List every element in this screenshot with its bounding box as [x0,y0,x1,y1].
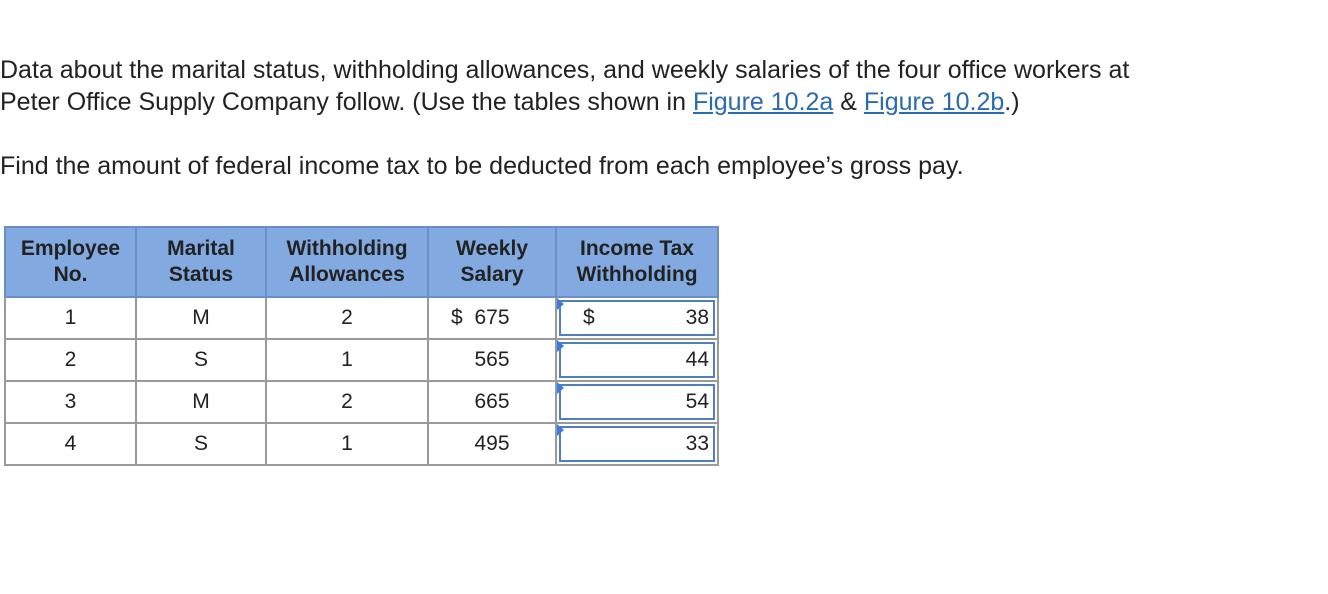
answer-flag-icon [557,382,564,394]
tax-amount: 33 [685,432,709,455]
employee-no-cell: 1 [5,297,136,339]
tax-amount: 38 [685,306,709,329]
salary-currency-symbol: $ [451,306,463,329]
income-tax-cell [556,339,718,381]
table-row [5,297,718,339]
problem-statement [0,54,1320,182]
income-tax-answer-field[interactable] [559,426,715,462]
header-allow-line2: Allowances [289,263,405,286]
income-tax-answer-field[interactable] [559,384,715,420]
marital-status-cell: M [136,297,266,339]
figure-10-2b-link[interactable]: Figure 10.2b [863,88,1005,116]
allowances-cell: 1 [266,423,428,465]
intro-line-1: Data about the marital status, withholding allowances, and weekly salaries of the four office workers at [0,56,1130,84]
figure-10-2a-link[interactable]: Figure 10.2a [692,88,834,116]
table-row [5,339,718,381]
income-tax-cell [556,381,718,423]
table-header-row [5,227,718,297]
question-text: Find the amount of federal income tax to be deducted from each employee’s gross pay. [0,152,964,180]
allowances-cell: 2 [266,297,428,339]
answer-flag-icon [557,424,564,436]
tax-amount: 44 [685,348,709,371]
intro-line-2-prefix: Peter Office Supply Company follow. (Use the tables shown in [0,88,693,116]
header-marital-line2: Status [168,263,234,286]
employee-no-cell: 2 [5,339,136,381]
table-row [5,381,718,423]
income-tax-answer-field[interactable] [559,300,715,336]
salary-amount: 675 [474,306,510,329]
intro-link-separator: & [833,88,864,116]
header-employee-line2: No. [53,263,88,286]
header-employee-line1: Employee [20,237,121,260]
weekly-salary-cell [428,297,556,339]
intro-line-2-suffix: .) [1004,88,1020,116]
header-weekly-salary [428,227,556,297]
header-salary-line1: Weekly [456,237,528,260]
header-withholding-allowances [266,227,428,297]
allowances-cell: 1 [266,339,428,381]
weekly-salary-cell [428,423,556,465]
allowances-cell: 2 [266,381,428,423]
salary-amount: 565 [474,348,510,371]
income-tax-answer-field[interactable] [559,342,715,378]
marital-status-cell: S [136,339,266,381]
tax-amount: 54 [685,390,709,413]
header-marital-status [136,227,266,297]
income-tax-cell [556,297,718,339]
header-employee-no [5,227,136,297]
answer-flag-icon [557,298,564,310]
tax-currency-symbol: $ [583,306,595,329]
marital-status-cell: S [136,423,266,465]
weekly-salary-cell [428,339,556,381]
weekly-salary-cell [428,381,556,423]
employee-no-cell: 3 [5,381,136,423]
table-row [5,423,718,465]
header-tax-line2: Withholding [576,263,698,286]
header-income-tax-withholding [556,227,718,297]
header-salary-line2: Salary [460,263,524,286]
employee-no-cell: 4 [5,423,136,465]
header-tax-line1: Income Tax [580,237,694,260]
answer-flag-icon [557,340,564,352]
salary-amount: 665 [474,390,510,413]
payroll-table [4,226,719,466]
marital-status-cell: M [136,381,266,423]
intro-paragraph [0,54,1320,118]
header-allow-line1: Withholding [286,237,408,260]
income-tax-cell [556,423,718,465]
header-marital-line1: Marital [167,237,235,260]
salary-amount: 495 [474,432,510,455]
